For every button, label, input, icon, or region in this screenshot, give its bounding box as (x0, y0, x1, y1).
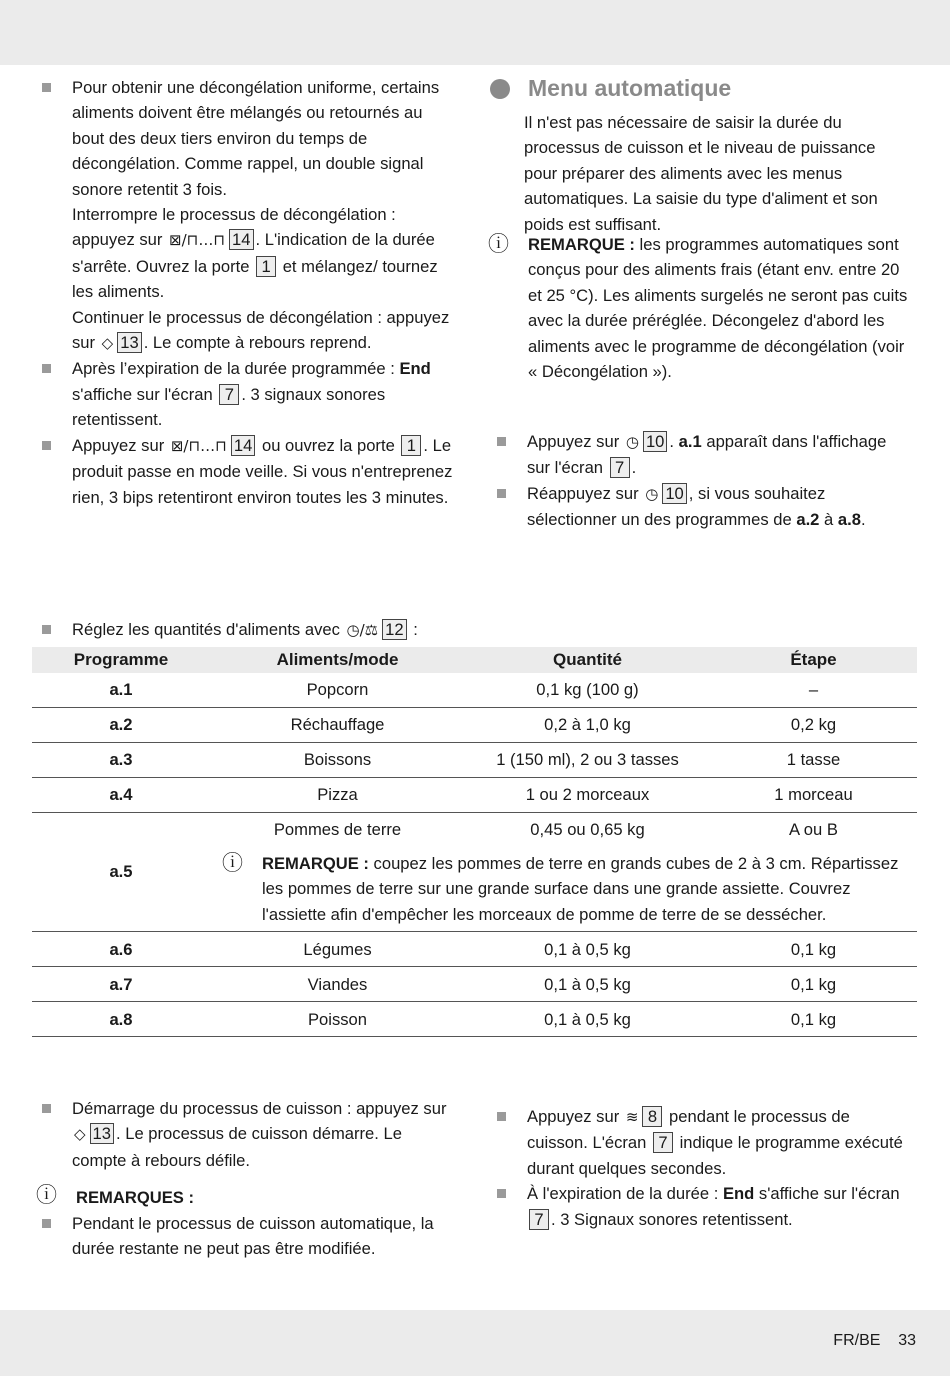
cell-programme: a.5 (32, 813, 210, 932)
key-reference: 1 (401, 435, 421, 456)
left-column (36, 75, 458, 510)
heading-text: Menu automatique (528, 75, 732, 101)
clock-icon: ◷ (625, 433, 639, 451)
stop-lock-icon: ⊠/⊓…⊓ (169, 231, 226, 250)
column-header: Programme (32, 647, 210, 673)
text: s'affiche sur l'écran (754, 1184, 900, 1204)
page-number: 33 (898, 1332, 916, 1349)
column-header: Étape (710, 647, 917, 673)
cell-programme: a.3 (32, 743, 210, 778)
text: . 3 signaux sonores retentissent. (72, 384, 386, 430)
bullet-square-icon (497, 1189, 506, 1198)
wave-icon: ≋ (625, 1108, 639, 1126)
text: . (631, 458, 637, 478)
bullet-item (36, 1096, 458, 1173)
text: les programmes automatiques sont conçus pour des aliments frais (étant env. entre 20 et 25 °C). Les aliments surgelés ne seront pas cuits avec la durée préréglée. Décongelez d'abord les aliments avec le programme de décongélation (voir « Décongélation »). (528, 235, 908, 382)
clock-weight-icon: ◷/⚖ (346, 621, 379, 639)
cell: 0,1 kg (710, 932, 917, 967)
bullet-square-icon (42, 1104, 51, 1113)
bullet-item (491, 429, 911, 481)
text: à (819, 510, 838, 530)
intro-text (488, 110, 913, 237)
text: s'affiche sur l'écran (72, 384, 218, 404)
note (488, 232, 908, 384)
quantities-line (36, 617, 636, 643)
table-row (32, 967, 917, 1002)
note (222, 851, 917, 927)
bullet-item (491, 1104, 911, 1181)
cell: 0,1 kg (100 g) (465, 673, 710, 708)
bullet-item (36, 75, 458, 202)
text: et mélangez/ tournez les aliments. (72, 256, 438, 302)
bullet-square-icon (497, 437, 506, 446)
text: Continuer le processus de décongélation : appuyez sur (72, 307, 450, 353)
key-reference: 7 (610, 457, 630, 478)
text: Démarrage du processus de cuisson : appuyez sur (72, 1099, 447, 1118)
text: Il n'est pas nécessaire de saisir la durée du processus de cuisson et le niveau de puissance pour préparer des aliments avec les menus automatiques. La saisie du type d'aliment et son poids est suffisant. (524, 113, 878, 234)
cell-programme: a.6 (32, 932, 210, 967)
key-reference: 14 (231, 435, 255, 456)
text: Appuyez sur (527, 1107, 624, 1126)
note-cell (210, 847, 917, 932)
table-row (32, 1002, 917, 1037)
table-header (32, 647, 917, 673)
text: . (669, 432, 679, 451)
text: Réappuyez sur (527, 483, 644, 503)
column-header: Aliments/mode (210, 647, 465, 673)
text: . L'indication de la durée s'arrête. Ouvrez la porte (72, 230, 435, 276)
page-footer (833, 1328, 916, 1353)
bullet-item (36, 356, 458, 432)
right-steps (491, 429, 911, 533)
cell-programme: a.8 (32, 1002, 210, 1037)
bold-text: REMARQUE : (528, 235, 635, 254)
bullet-square-icon (42, 83, 51, 92)
section-heading (490, 76, 731, 101)
cell: 0,2 kg (710, 708, 917, 743)
bottom-left-column (36, 1096, 458, 1261)
clock-icon: ◷ (645, 484, 659, 503)
cell: Popcorn (210, 673, 465, 708)
text: . Le compte à rebours reprend. (143, 333, 372, 353)
text: À l'expiration de la durée : (527, 1184, 723, 1204)
table-row (32, 778, 917, 813)
text: ou ouvrez la porte (257, 435, 400, 455)
bold-text: a.2 (796, 510, 820, 530)
info-icon: ⓘ (222, 851, 243, 875)
cell: Boissons (210, 743, 465, 778)
bullet-square-icon (497, 1112, 506, 1121)
paragraph (36, 202, 458, 305)
bold-text: End (722, 1184, 755, 1204)
bullet-square-icon (42, 441, 51, 450)
table-row (32, 743, 917, 778)
text: . (860, 510, 866, 530)
bullet-item (36, 617, 636, 643)
bold-text: a.1 (678, 432, 702, 451)
cell: A ou B (789, 820, 838, 840)
column-header: Quantité (465, 647, 710, 673)
cell: 1 morceau (710, 778, 917, 813)
text: , si vous souhaitez sélectionner un des programmes de (527, 483, 826, 530)
paragraph (488, 110, 913, 237)
key-reference: 12 (382, 619, 406, 640)
text: : (408, 620, 418, 639)
cell-programme: a.4 (32, 778, 210, 813)
bold-text: a.8 (837, 510, 861, 530)
text: Pendant le processus de cuisson automatique, la durée restante ne peut pas être modifiée. (72, 1213, 434, 1259)
bold-text: End (399, 359, 431, 379)
footer-band (0, 1310, 950, 1376)
cell: – (710, 673, 917, 708)
text: pendant le processus de cuisson. L'écran (527, 1107, 850, 1153)
cell: 0,1 à 0,5 kg (465, 932, 710, 967)
cell: 0,1 kg (710, 1002, 917, 1037)
key-reference: 13 (90, 1123, 114, 1144)
text: Pour obtenir une décongélation uniforme, certains aliments doivent être mélangés ou retournés au bout des deux tiers environ du temps de décongélation. Comme rappel, un double signal sonore retentit 3 fois. (72, 78, 440, 199)
text: Réglez les quantités d'aliments avec (72, 620, 345, 639)
cell-programme: a.1 (32, 673, 210, 708)
header-band (0, 0, 950, 65)
info-icon: ⓘ (36, 1183, 57, 1208)
cell: Légumes (210, 932, 465, 967)
auto-menu-table (32, 647, 917, 1037)
text: . Le processus de cuisson démarre. Le compte à rebours défile. (72, 1124, 402, 1170)
cell: 0,45 ou 0,65 kg (530, 820, 645, 840)
text: Appuyez sur (527, 432, 624, 451)
table-row (32, 708, 917, 743)
info-icon: ⓘ (488, 232, 509, 256)
key-reference: 13 (117, 332, 141, 353)
stop-lock-icon: ⊠/⊓…⊓ (170, 436, 227, 455)
bullet-square-icon (42, 625, 51, 634)
cell: 1 tasse (710, 743, 917, 778)
cell: 0,2 à 1,0 kg (465, 708, 710, 743)
text: coupez les pommes de terre en grands cubes de 2 à 3 cm. Répartissez les pommes de terre sur une grande surface dans une grande assiette. Couvrez l'assiette afin d'empêcher les morceaux de pomme de terre de se dessécher. (262, 854, 899, 924)
table-row (32, 932, 917, 967)
text: Appuyez sur (72, 435, 169, 455)
remark-note (488, 232, 908, 384)
key-reference: 1 (256, 256, 276, 277)
bullet-square-icon (497, 489, 506, 498)
cell: Réchauffage (210, 708, 465, 743)
text: . 3 Signaux sonores retentissent. (551, 1209, 793, 1229)
start-icon: ◇ (74, 1125, 86, 1144)
key-reference: 10 (643, 431, 667, 452)
key-reference: 10 (662, 483, 686, 504)
bullet-item (491, 1181, 911, 1232)
cell: 0,1 à 0,5 kg (465, 1002, 710, 1037)
text: Après l’expiration de la durée programmée : (72, 359, 400, 379)
table-row (32, 813, 917, 848)
paragraph (36, 1185, 458, 1210)
cell: 1 (150 ml), 2 ou 3 tasses (465, 743, 710, 778)
cell: 0,1 kg (710, 967, 917, 1002)
key-reference: 8 (642, 1106, 662, 1127)
bold-text: REMARQUE : (262, 854, 369, 873)
cell: Viandes (210, 967, 465, 1002)
text: Interrompre le processus de décongélation : appuyez sur (72, 205, 396, 250)
cell: Pommes de terre (273, 820, 402, 840)
bullet-square-icon (42, 364, 51, 373)
bullet-square-icon (42, 1219, 51, 1228)
bullet-item (491, 481, 911, 533)
bullet-dot-icon (490, 79, 510, 99)
paragraph (36, 305, 458, 357)
key-reference: 7 (529, 1209, 549, 1230)
cell: 0,1 à 0,5 kg (465, 967, 710, 1002)
cell: 1 ou 2 morceaux (465, 778, 710, 813)
text: indique le programme exécuté durant quelques secondes. (527, 1133, 903, 1178)
bold-text: REMARQUES : (76, 1188, 195, 1208)
start-icon: ◇ (101, 334, 114, 353)
locale-label: FR/BE (833, 1332, 881, 1349)
text: . Le produit passe en mode veille. Si vous n'entreprenez rien, 3 bips retentiront environ toutes les 3 minutes. (72, 435, 453, 507)
bottom-right-column (491, 1104, 911, 1232)
cell-programme: a.7 (32, 967, 210, 1002)
text: apparaît dans l'affichage sur l'écran (527, 432, 887, 478)
table-row (32, 673, 917, 708)
bullet-item (36, 433, 458, 510)
cell: Poisson (210, 1002, 465, 1037)
key-reference: 7 (219, 384, 239, 405)
cell-programme: a.2 (32, 708, 210, 743)
key-reference: 14 (229, 229, 253, 250)
a5-note (222, 851, 917, 927)
bullet-item (36, 1211, 458, 1262)
key-reference: 7 (653, 1132, 673, 1153)
cell: Pizza (210, 778, 465, 813)
